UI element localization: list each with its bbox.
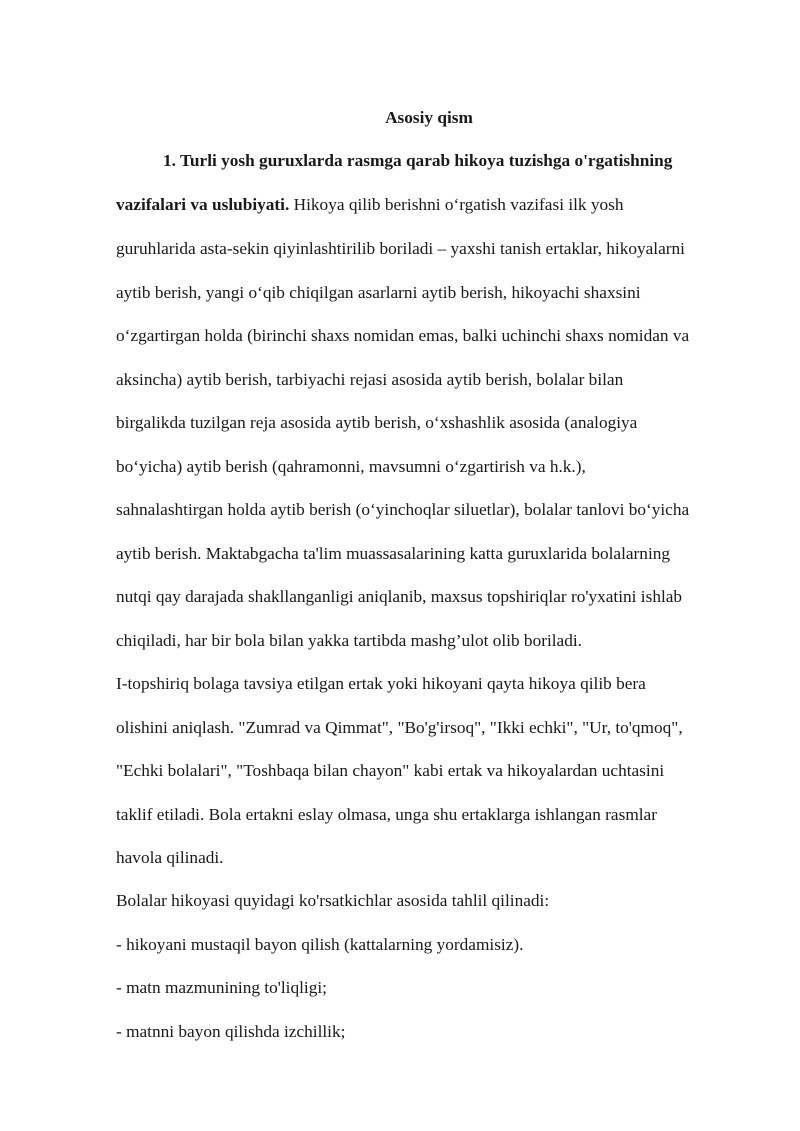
section-title-line-1: 1. Turli yosh guruxlarda rasmga qarab hikoya tuzishga o'rgatishning [163, 151, 673, 170]
section-title-line-2: vazifalari va uslubiyati. [116, 195, 290, 214]
paragraph-line-5: aksincha) aytib berish, tarbiyachi rejasi asosida aytib berish, bolalar bilan [116, 370, 624, 389]
task-line-3: "Echki bolalari", "Toshbaqa bilan chayon" kabi ertak va hikoyalardan uchtasini [116, 761, 665, 780]
paragraph-line-4: o‘zgartirgan holda (birinchi shaxs nomidan emas, balki uchinchi shaxs nomidan va [116, 326, 690, 345]
paragraph-line-8: sahnalashtirgan holda aytib berish (o‘yinchoqlar siluetlar), bolalar tanlovi bo‘yicha [116, 500, 690, 519]
task-line-5: havola qilinadi. [116, 848, 224, 867]
paragraph-line-3: aytib berish, yangi o‘qib chiqilgan asarlarni aytib berish, hikoyachi shaxsini [116, 283, 641, 302]
paragraph-line-10: nutqi qay darajada shakllanganligi aniqlanib, maxsus topshiriqlar ro'yxatini ishlab [116, 587, 683, 606]
criteria-item-2: - matn mazmunining to'liqligi; [116, 978, 327, 997]
task-line-4: taklif etiladi. Bola ertakni eslay olmasa, unga shu ertaklarga ishlangan rasmlar [116, 805, 657, 824]
criteria-item-1: - hikoyani mustaqil bayon qilish (kattalarning yordamisiz). [116, 935, 524, 954]
task-line-1: I-topshiriq bolaga tavsiya etilgan ertak yoki hikoyani qayta hikoya qilib bera [116, 674, 646, 693]
criteria-item-3: - matnni bayon qilishda izchillik; [116, 1022, 346, 1041]
paragraph-line-6: birgalikda tuzilgan reja asosida aytib berish, o‘xshashlik asosida (analogiya [116, 413, 638, 432]
page-heading: Asosiy qism [385, 108, 473, 127]
task-line-2: olishini aniqlash. "Zumrad va Qimmat", "Bo'g'irsoq", "Ikki echki", "Ur, to'qmoq", [116, 718, 683, 737]
paragraph-text: Hikoya qilib berishni o‘rgatish vazifasi ilk yosh [289, 195, 624, 214]
paragraph-line-11: chiqiladi, har bir bola bilan yakka tartibda mashg’ulot olib boriladi. [116, 631, 582, 650]
paragraph-line-2: guruhlarida asta-sekin qiyinlashtirilib boriladi – yaxshi tanish ertaklar, hikoyalarni [116, 239, 685, 258]
criteria-intro: Bolalar hikoyasi quyidagi ko'rsatkichlar asosida tahlil qilinadi: [116, 891, 550, 910]
paragraph-line-9: aytib berish. Maktabgacha ta'lim muassasalarining katta guruxlarida bolalarning [116, 544, 671, 563]
paragraph-line-1 [116, 194, 624, 216]
paragraph-line-7: bo‘yicha) aytib berish (qahramonni, mavsumni o‘zgartirish va h.k.), [116, 457, 586, 476]
